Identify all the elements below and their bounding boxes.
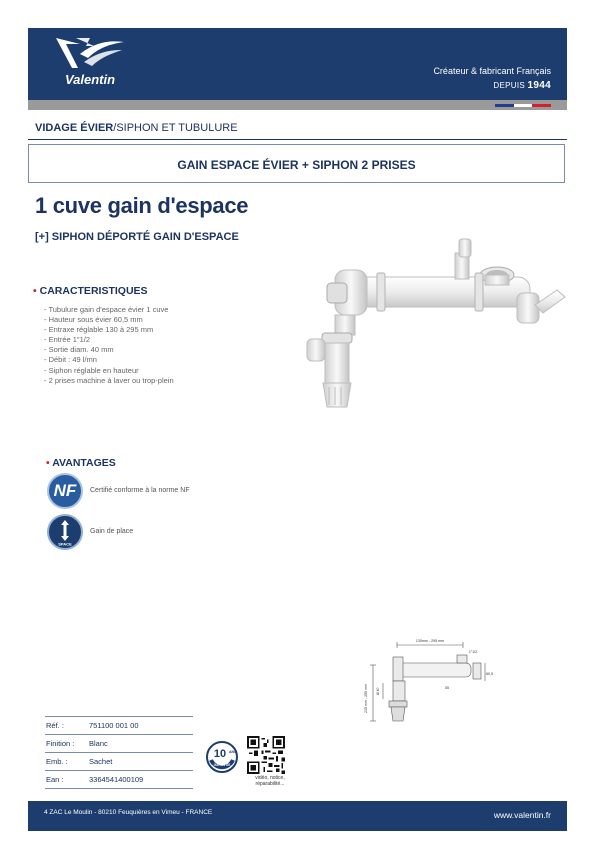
list-item: - Entraxe réglable 130 à 295 mm <box>44 325 154 335</box>
list-item: - Sortie diam. 40 mm <box>44 345 114 355</box>
bullet-icon: • <box>33 285 37 297</box>
vertical-arrows-icon <box>49 516 81 548</box>
warranty-10-years-icon <box>205 740 239 774</box>
row-value: Sachet <box>89 757 113 766</box>
row-value: Blanc <box>89 739 108 748</box>
list-item: - Siphon réglable en hauteur <box>44 365 139 375</box>
bullet-icon: • <box>46 457 50 469</box>
technical-drawing <box>355 633 493 725</box>
list-item: - 2 prises machine à laver ou trop-plein <box>44 375 174 385</box>
nf-description: Certifié conforme à la norme NF <box>90 487 190 494</box>
table-row <box>45 771 193 789</box>
warranty-unit: ANS <box>229 750 237 754</box>
row-value: 3364541400109 <box>89 775 144 784</box>
divider <box>28 139 567 140</box>
footer-address: 4 ZAC Le Moulin - 80210 Feuquières en Vimeu - FRANCE <box>44 809 213 816</box>
drawing-dim-55: 55 <box>445 686 449 690</box>
drawing-dim-inlet: 1"1/2 <box>468 650 478 654</box>
list-item: - Débit : 49 l/mn <box>44 355 97 365</box>
product-box-title: GAIN ESPACE ÉVIER + SIPHON 2 PRISES <box>177 158 416 172</box>
product-subtitle: [+] SIPHON DÉPORTÉ GAIN D'ESPACE <box>35 231 239 243</box>
warranty-word: GARANTIE <box>213 763 231 767</box>
product-image <box>295 235 570 415</box>
characteristics-list <box>44 305 174 386</box>
row-label: Finition : <box>46 739 75 748</box>
row-label: Réf. : <box>46 721 64 730</box>
space-description: Gain de place <box>90 528 134 535</box>
nf-certification-icon <box>47 473 83 509</box>
website-link[interactable]: www.valentin.fr <box>493 810 551 820</box>
advantages-heading <box>46 457 116 469</box>
row-label: Ean : <box>46 775 64 784</box>
category-secondary: SIPHON ET TUBULURE <box>116 122 238 134</box>
header-grey-strip <box>28 100 567 110</box>
since-label <box>493 80 551 91</box>
category-primary: VIDAGE ÉVIER <box>35 122 114 134</box>
list-item: - Entrée 1"1/2 <box>44 335 91 345</box>
french-flag-icon <box>495 104 551 107</box>
product-title: 1 cuve gain d'espace <box>35 193 249 218</box>
category-separator: / <box>113 122 117 134</box>
breadcrumb <box>35 122 238 134</box>
drawing-dim-top: 130mm - 295 mm <box>415 639 445 643</box>
drawing-dim-60: 60,5 <box>486 672 493 676</box>
since-word: DEPUIS <box>493 81 526 90</box>
characteristics-heading <box>33 285 148 297</box>
space-badge-text: SPACE <box>58 541 72 547</box>
list-item: - Hauteur sous évier 60,5 mm <box>44 315 143 325</box>
characteristics-title: CARACTERISTIQUES <box>39 285 148 297</box>
list-item: - Tubulure gain d'espace évier 1 cuve <box>44 305 169 314</box>
row-value: 751100 001 00 <box>89 721 139 730</box>
qr-code-icon[interactable] <box>247 736 285 774</box>
since-year: 1944 <box>527 80 551 91</box>
drawing-dim-40: Ø 40 <box>376 687 380 695</box>
warranty-years: 10 <box>213 748 227 760</box>
table-row <box>45 753 193 771</box>
reference-table <box>45 716 193 789</box>
valentin-logo-icon <box>50 34 130 72</box>
table-row <box>45 735 193 753</box>
space-saving-icon <box>47 514 83 550</box>
footer-bar <box>28 801 567 831</box>
table-row <box>45 716 193 735</box>
advantages-title: AVANTAGES <box>52 457 116 469</box>
qr-caption: vidéo, notice, réparabilité... <box>255 775 285 787</box>
nf-badge-text: NF <box>53 481 77 500</box>
tagline: Créateur & fabricant Français <box>433 66 551 76</box>
row-label: Emb. : <box>46 757 68 766</box>
brand-name: Valentin <box>64 72 116 87</box>
drawing-dim-height: 215 mm - 250 mm <box>364 683 368 713</box>
